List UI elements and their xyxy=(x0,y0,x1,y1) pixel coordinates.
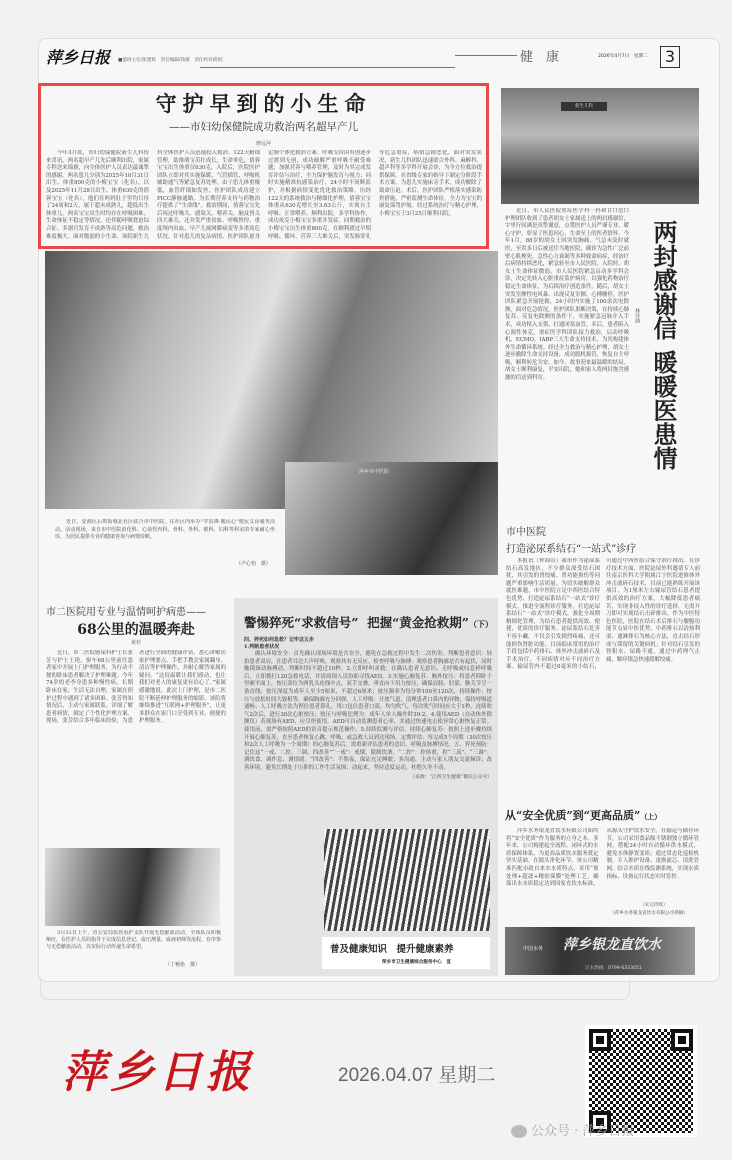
issue-date: 2026年4月7日 星期二 xyxy=(598,54,648,59)
promo-org: 萍乡市卫生健康综合服务中心 宣 xyxy=(382,960,451,965)
masthead-rule-2 xyxy=(455,55,517,56)
watermark xyxy=(511,1120,634,1139)
promo-slogan: 普及健康知识 提升健康素养 xyxy=(330,944,454,955)
water-title-1: 从“安全优质”到“更高品质” xyxy=(505,809,641,822)
ad-brand: 萍乡银龙直饮水 xyxy=(563,937,661,953)
thanks-author: 林诗涵 xyxy=(634,308,640,323)
blood-donation-caption: 3月31日上午，市公安局监管看护支队开展无偿献血活动，全体队员积极响应，在医护人员的指导下完成信息登记、血压测量、血液初筛等流程，有序参与无偿献血活动，以实际行动传递生命希望。 xyxy=(46,930,221,950)
lead-author: 廖远萍 xyxy=(255,141,271,147)
masthead-rule xyxy=(200,67,455,68)
sudden-death-sub-1: 四、猝死如何急救？记牢这五步 xyxy=(244,637,315,643)
chest-pain-photo xyxy=(324,829,490,931)
footer-date: 2026.04.07 星期二 xyxy=(338,1065,496,1086)
footer-logo: 萍乡日报 xyxy=(62,1047,254,1098)
lead-body: 今年3月底，市妇幼保健院新生儿科传来喜讯，两名超早产儿先后顺利出院，家属专程送来锦旗，向全体医护人员表达最诚挚的感谢。两名患儿分别为2025年10月31日出生、体重800克的小梅宝宝（化名），以及2025年11月28日出生、体重630克的倩蓉宝宝（化名），他们在妈妈肚子里均只待了24周和2天，属于超未成熟儿，超低出生体重儿。两名宝宝出生时均存在呼吸困难、生命体征不稳定等情况，还伴随呼吸窘迫综合征、多器官发育不成熟等高危问题，救治难度极大。面对脆弱的小生命，该院新生儿科全体医护人员迅速投入救治。122天精细管理，助推萌宝茁壮成长。生命垂危，倩蓉宝宝出生体重仅630克，入院后，医院医护团队立即对其实施保暖、气管插管、呼吸机辅助通气等紧急复苏处理。由于患儿体重极低，血管纤细如发丝，医护团队成功建立PICC静脉通路，为长期营养支持与药物治疗提供了“生命线”。救治期间，倩蓉宝宝先后闯过呼吸关、感染关、喂养关、脑及肾关四大难关，还并发严重贫血、呼吸暂停、重度颅内出血、早产儿视网膜病变等多重高危状况。针对患儿的复杂病情，医护团队量身定制个体化救治方案：呼吸支持由有创逐步过渡到无创，成功破解严重呼吸不耐受难题；加强营养与喂养管理，及时为其完成发育评估与治疗，全力保护脑发育与视力；同时实施精准抗感染治疗，24小时不间断监护，并根据病情变化优化救治策略。历经122天的系统救治与精细化护理，倩蓉宝宝体重从630克增长至3.63公斤，实现自主呼吸、正常喂养，顺利出院。多学科协作，成功攻克小梅宝宝多重并发症。同期救治的小梅宝宝出生体重800克，在顺利渡过早期呼吸、循环、营养三大难关后，突发肠穿孔等危急重症，病情急剧恶化。面对突发状况，新生儿科团队迅速联合外科、麻醉科、超声科等多学科开展会诊，为全方位救治提供保障。在省级专家的指导下制定分阶段手术方案，为患儿实施床旁手术，成功解除了致命压迫。术后，医护团队严格落实感染防控措施，严密监测生命体征，全力为宝宝的康复保驾护航。经过系统治疗与精心护理，小梅宝宝于3月25日顺利出院。 xyxy=(46,150,482,240)
masthead-logo: 萍乡日报 xyxy=(46,48,111,67)
water-title xyxy=(505,807,661,823)
tcm-title-2: 打造泌尿系结石“一站式”诊疗 xyxy=(506,544,637,555)
inset-sign: 萍乡市中医院 xyxy=(359,469,390,475)
sudden-death-title-1: 警惕猝死“求救信号” xyxy=(244,615,359,630)
sudden-death-title-2: 把握“黄金抢救期” xyxy=(367,615,469,630)
lead-subtitle: ——市妇幼保健院成功救治两名超早产儿 xyxy=(169,121,358,133)
er-title-2: 68公里的温暖奔赴 xyxy=(77,622,195,638)
blood-donation-credit: （丁畅艳 摄） xyxy=(165,962,201,968)
section-name: 健 康 xyxy=(520,50,560,65)
sudden-death-title xyxy=(244,613,493,631)
thanks-body: 近日，市人民医院重症医学科一科和甘口造口护理团队收到了患者胡女士家属送上的两封感谢信，字里行间满是真挚谢意，点赞医护人员严谨专业、暖心守护，彰显了医患同心、生命至上的医者情怀。今年1月，88岁的胡女士因突发胸痛、气急未及时就医，至误多日后被送往当地医院，确诊为急性广泛前壁心肌梗死、急性心力衰竭等多种致命病症，经治疗后病情持续恶化，紧急转至市人民医院。入院时，胡女士生命体征微弱，市人民医院紧急启动多学科会诊，决定先转入心脏重症监护病房，以强化药物治疗稳定生命体征，为后续治疗创造条件。随后，胡女士突发室颤性电风暴、出现反复室颤、心搏骤停，医护团队紧急开展抢救，24小时内实施了100余次电除颤。面对危急情况，医护团队果断决策，在持续心肺复苏、反复电除颤的条件下，实施紧急冠脉介入手术，成功植入支架、打通闭塞血管。术后，患者陷入心源性休克，重症医学科团队接力救治，启动呼吸机、ECMO、IABP三大生命支持技术，为其构建体外生命循环系统。经过全力救治与精心护理，胡女士逐步撤除生命支持设备，成功脱机拔管，恢复自主呼吸，顺利转危为安。如今，故事迎来最温暖的结局。胡女士顺利康复，平安出院，她和家人将两封饱含感激的信送到科室。 xyxy=(505,208,629,382)
water-credit-2: （萍乡水务银龙直饮水有限公司供稿） xyxy=(610,911,689,916)
clinic-caption: 近日，安源区后埠街城北社区联合市中医院，在社区内举办“学雷锋·暖民心”便民义诊服务活动。活动现场，来自市中医院消化科、心血管内科、骨科、外科、眼科、妇科等科室的专家耐心坐诊，为居民提供专业的健康咨询与病情诊断。 xyxy=(55,519,275,541)
tcm-title-1: 市中医院 xyxy=(506,527,546,538)
blood-donation-photo xyxy=(45,848,220,926)
photo-sign: 新生儿科 xyxy=(561,102,607,111)
lead-title: 守护早到的小生命 xyxy=(155,91,372,116)
ad-phone: 订水热线：0799-6333051 xyxy=(585,966,642,971)
er-author: 黄杉 xyxy=(130,640,141,646)
water-body: 萍乡水务银龙直饮水有限公司始终将“安全优质”作为服务的立身之本。多年来，公司构建起全流程、闭环式的水质保障体系，为更高品质饮水服务奠定坚实基础。在源头净化环节，该公司精准匹配市政自来水水质特点，采用“预处理+超滤+精密保膜”处理工艺，确保出水水质稳定达到国家直饮水标准，从源头守护饮水安全。在输运与储存环节，公司采用食品级不锈钢独立循环管网，搭配24小时自动循环供水模式，避免水体静置变质；通过常态化巡检机制，专人维护设备、更换滤芯、清洗管网，结合水质在线监测系统，实现水质指标、设备运行状态实时管控。 xyxy=(506,828,699,888)
clinic-inset-photo xyxy=(285,462,498,575)
er-body: 近日，市二医院感染科护士长张芳与护士王艳，驱车68公里前往患者家中开展上门护理服务，为行动不便的卧床患者解决了护理难题。今年74岁的老李身患多种慢性病，长期卧床在家，生活无法自理，家属在照护过程中遇到了诸多困难。张芳得知情况后，主动与家属联系，详细了解患者病情，制定了个性化护理方案。现场，张芳结合多年临床经验，为患者进行全面的健康评估，悉心讲解居家护理要点，手把手教会家属翻身、清洁等护理操作，并耐心解答家属的疑问。“这份温暖让我们感动，也让我们对老人的康复更有信心了。”家属感激地说。此次上门护理，是市二医院不断延伸护理服务的缩影。该院将继续推进“互联网+护理服务”，让更多群众在家门口享受到专业、便捷的护理服务。 xyxy=(46,650,226,725)
ad-org: 中国水务 xyxy=(523,946,544,952)
thanks-title-1: 两封感谢信 xyxy=(649,220,678,340)
promo-banner xyxy=(322,937,490,969)
thanks-title-2: 暖暖医患情 xyxy=(649,350,678,470)
er-title-1: 市二医院用专业与温情呵护病患—— xyxy=(46,607,206,618)
water-part: （上） xyxy=(640,812,662,821)
page-number: 3 xyxy=(660,46,680,68)
sudden-death-body: 确认环境安全：首先确认现场环境是否安全，避免在急救过程中发生二次伤害。判断患者意识：轻拍患者双肩，在患者耳边大声呼唤，观察其有无反应。检查呼吸与脉搏：观察患者胸廓是否有起伏，同时触摸颈动脉搏动，判断时间不超过10秒。2.立即呼叫求救：在确认患者无意识、无呼吸或叹息样呼吸后，立即拨打120急救电话，并请周围人员协助寻找AED。3.实施心肺复苏：胸外按压：将患者仰卧于坚硬平面上，按压部位为两乳头连线中点，双手交叠，垂直向下用力按压，确保肩膀、肘部、腕关节呈一条直线；按压深度为成年人至少5厘米、不超过6厘米；按压频率为每分钟100至120次，持续操作；按压与放松时间大致相等，确保胸廓充分回弹。人工呼吸：开放气道，清理患者口鼻内的异物，保持呼吸道通畅；人工呼吸方法为捏住患者鼻孔，用口包住患者口部，均匀吹气，每次吹气时间应大于1秒，连续吹气2次后，进行30次心脏按压；按压与呼吸比例为：成年人单人操作时30:2。4.使用AED（自动体外除颤仪）若现场有AED，应尽快使用。AED可自动监测患者心率，并通过快速电击使异常心脏恢复正常。使用前，需严格按照AED的语音提示规范操作。5.持续监测与评估。持续心肺复苏：按照上述步骤持续开展心肺复苏，直至患者恢复心跳、呼吸，或急救人员到达现场。定期评估：每完成5个周期（30次按压和2次人工呼吸为一个周期）的心肺复苏后，需重新评估患者的意识、呼吸及脉搏情况。五、猝死预防：记住这“一戒、二控、三调、四改善”“一戒”：戒烟，限制饮酒。“二控”：控体重，控“三高”。“三调”：调饮食、调作息、调情绪。“四改善”：不熬夜，保证充足睡眠；多沟通，主动与家人朋友交流倾诉；改善环境，避免长期处于压抑的工作生活氛围；动起来，坚持适度运动，杜绝久坐不动。 xyxy=(244,651,492,771)
page-shadow xyxy=(40,980,630,1000)
tcm-body: 本报讯（钟海山）我市作为泌尿系结石高发地区，不少群众深受结石困扰，其引发的肾绞痛、肾功能损伤等问题严重影响生活质量。为切实破解群众就医难题，市中医院立足中西医结合特色优势，打造泌尿系结石“一站式”诊疗模式，推进全流程诊疗服务，打造泌尿系结石“一站式”诊疗模式，强化全周期精细化管理，为结石患者提供高效、便捷、优质的诊疗服务。泌尿系结石危害不容小觑，不仅会引发剧烈疼痛，还可能损伤肾脏功能。目前临床常用的治疗手段包括中药排石、体外冲击波碎石及手术治疗，不同病情对应不同治疗方案。输尿管内不超过6毫米的小结石，可通过中西医结合保守治疗排出。在诊疗技术方面，医院泌尿外科邀请专人前往南京医科大学附属江宁医院进修体外冲击波碎石技术，目前已能熟练开展该项目，为1厘米左右输尿管结石患者提供高效的治疗方案，大幅降低患者痛苦，实现非侵入性的诊疗选择，无需开刀即可实现结石击碎排出。作为中医特色医院，医院在结石术后排石与腰腹功能节点显中医优势，中药排石以清热利湿、通淋排石为核心方法，直击结石形成与滞留的关键病机；针对结石引发的肾积水、尿路不通，通过中药理气止痛，解痉镇急快速缓解绞痛。 xyxy=(506,558,700,671)
water-credit-1: （未完待续） xyxy=(640,903,668,908)
sudden-death-source: （来源：“江西卫生健康”微信公众号） xyxy=(410,774,492,780)
thanks-photo xyxy=(501,88,699,204)
wechat-icon xyxy=(511,1125,527,1138)
clinic-photo-credit: （卢心怡 摄） xyxy=(236,561,272,567)
sudden-death-part: （下） xyxy=(469,619,493,629)
sudden-death-sub-2: 1.判断患者状况 xyxy=(244,644,280,650)
watermark-text: 公众号 · 萍乡日报 xyxy=(531,1124,635,1139)
masthead-credits: ■值班主任/张建辉 责任编辑/钱薇 责任校对/阳红 xyxy=(118,58,224,63)
water-ad xyxy=(505,927,695,975)
